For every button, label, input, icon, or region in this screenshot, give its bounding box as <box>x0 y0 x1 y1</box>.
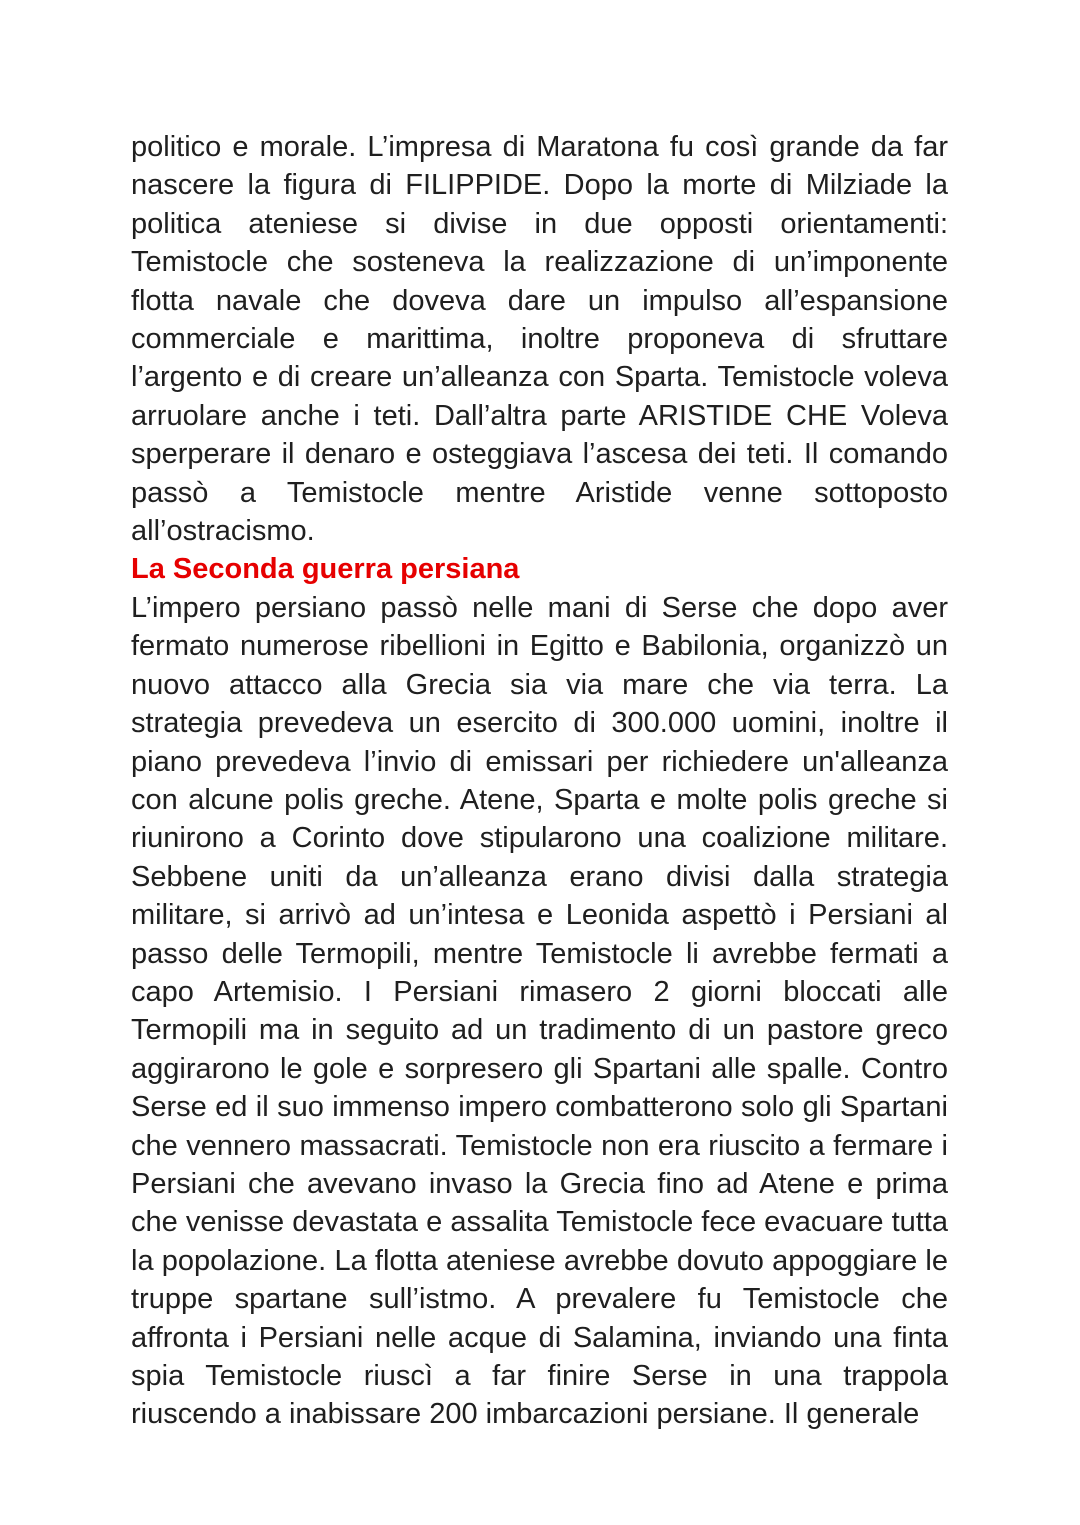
section-heading: La Seconda guerra persiana <box>131 553 520 586</box>
paragraph-1: politico e morale. L’impresa di Maratona fu così grande da far nascere la figura di FILIPPIDE. Dopo la morte di Milziade la politica ateniese si divise in due opposti orientamenti: Temistocle che sosteneva la realizzazione di un’imponente flotta navale che doveva dare un impulso all’espansione commerciale e marittima, inoltre proponeva di sfruttare l’argento e di creare un’alleanza con Sparta. Temistocle voleva arruolare anche i teti. Dall’altra parte ARISTIDE CHE Voleva sperperare il denaro e osteggiava l’ascesa dei teti. Il comando passò a Temistocle mentre Aristide venne sottoposto all’ostracismo. <box>131 131 948 548</box>
paragraph-2: L’impero persiano passò nelle mani di Serse che dopo aver fermato numerose ribellioni in Egitto e Babilonia, organizzò un nuovo attacco alla Grecia sia via mare che via terra. La strategia prevedeva un esercito di 300.000 uomini, inoltre il piano prevedeva l’invio di emissari per richiedere un'alleanza con alcune polis greche. Atene, Sparta e molte polis greche si riunirono a Corinto dove stipularono una coalizione militare. Sebbene uniti da un’alleanza erano divisi dalla strategia militare, si arrivò ad un’intesa e Leonida aspettò i Persiani al passo delle Termopili, mentre Temistocle li avrebbe fermati a capo Artemisio. I Persiani rimasero 2 giorni bloccati alle Termopili ma in seguito ad un tradimento di un pastore greco aggirarono le gole e sorpresero gli Spartani alle spalle. Contro Serse ed il suo immenso impero combatterono solo gli Spartani che vennero massacrati. Temistocle non era riuscito a fermare i Persiani che avevano invaso la Grecia fino ad Atene e prima che venisse devastata e assalita Temistocle fece evacuare tutta la popolazione. La flotta ateniese avrebbe dovuto appoggiare le truppe spartane sull’istmo. A prevalere fu Temistocle che affronta i Persiani nelle acque di Salamina, inviando una finta spia Temistocle riuscì a far finire Serse in una trappola riuscendo a inabissare 200 imbarcazioni persiane. Il generale <box>131 591 948 1431</box>
document-page <box>131 128 948 1434</box>
